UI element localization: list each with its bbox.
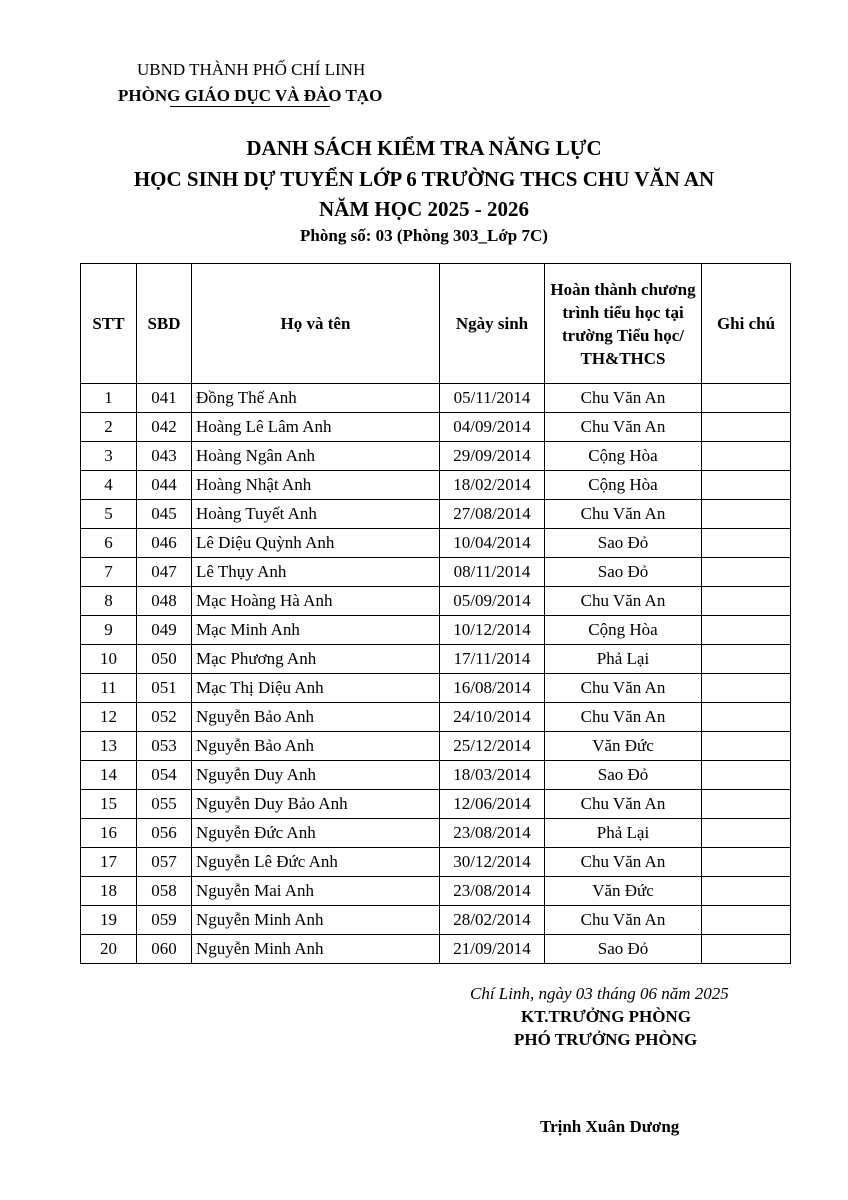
- cell-name: Mạc Thị Diệu Anh: [192, 674, 440, 703]
- cell-sbd: 050: [137, 645, 192, 674]
- cell-school: Văn Đức: [545, 877, 702, 906]
- cell-note: [702, 906, 791, 935]
- cell-sbd: 047: [137, 558, 192, 587]
- table-row: [81, 587, 791, 616]
- header-note: Ghi chú: [702, 264, 791, 384]
- cell-sbd: 049: [137, 616, 192, 645]
- cell-stt: 17: [81, 848, 137, 877]
- header-underline: [170, 106, 330, 107]
- cell-name: Nguyễn Duy Anh: [192, 761, 440, 790]
- header-dob: Ngày sinh: [440, 264, 545, 384]
- cell-sbd: 058: [137, 877, 192, 906]
- signer-title-1: KT.TRƯỞNG PHÒNG: [521, 1007, 691, 1026]
- header-sbd: SBD: [137, 264, 192, 384]
- cell-dob: 18/03/2014: [440, 761, 545, 790]
- table-row: [81, 674, 791, 703]
- cell-school: Chu Văn An: [545, 500, 702, 529]
- cell-note: [702, 645, 791, 674]
- cell-dob: 24/10/2014: [440, 703, 545, 732]
- cell-stt: 5: [81, 500, 137, 529]
- cell-note: [702, 413, 791, 442]
- cell-note: [702, 616, 791, 645]
- cell-dob: 28/02/2014: [440, 906, 545, 935]
- cell-stt: 8: [81, 587, 137, 616]
- table-row: [81, 935, 791, 964]
- cell-note: [702, 935, 791, 964]
- table-row: [81, 790, 791, 819]
- cell-name: Lê Thụy Anh: [192, 558, 440, 587]
- cell-sbd: 054: [137, 761, 192, 790]
- table-row: [81, 703, 791, 732]
- cell-sbd: 060: [137, 935, 192, 964]
- cell-note: [702, 761, 791, 790]
- cell-stt: 9: [81, 616, 137, 645]
- table-header-row: [81, 264, 791, 384]
- cell-sbd: 046: [137, 529, 192, 558]
- cell-school: Sao Đỏ: [545, 558, 702, 587]
- cell-name: Lê Diệu Quỳnh Anh: [192, 529, 440, 558]
- cell-note: [702, 587, 791, 616]
- table-row: [81, 558, 791, 587]
- cell-stt: 19: [81, 906, 137, 935]
- cell-note: [702, 732, 791, 761]
- cell-dob: 30/12/2014: [440, 848, 545, 877]
- cell-name: Hoàng Nhật Anh: [192, 471, 440, 500]
- cell-dob: 21/09/2014: [440, 935, 545, 964]
- cell-dob: 23/08/2014: [440, 877, 545, 906]
- school-year: NĂM HỌC 2025 - 2026: [319, 197, 529, 221]
- table-row: [81, 471, 791, 500]
- document-subtitle: HỌC SINH DỰ TUYỂN LỚP 6 TRƯỜNG THCS CHU VĂN AN: [133, 167, 715, 191]
- cell-sbd: 042: [137, 413, 192, 442]
- cell-name: Nguyễn Bảo Anh: [192, 703, 440, 732]
- cell-school: Phả Lại: [545, 645, 702, 674]
- cell-stt: 10: [81, 645, 137, 674]
- cell-school: Văn Đức: [545, 732, 702, 761]
- cell-stt: 18: [81, 877, 137, 906]
- cell-stt: 14: [81, 761, 137, 790]
- document-title: DANH SÁCH KIỂM TRA NĂNG LỰC: [246, 136, 602, 160]
- cell-sbd: 056: [137, 819, 192, 848]
- cell-note: [702, 848, 791, 877]
- table-row: [81, 906, 791, 935]
- cell-note: [702, 877, 791, 906]
- cell-stt: 7: [81, 558, 137, 587]
- cell-dob: 29/09/2014: [440, 442, 545, 471]
- cell-note: [702, 500, 791, 529]
- cell-name: Nguyễn Minh Anh: [192, 906, 440, 935]
- cell-name: Hoàng Tuyết Anh: [192, 500, 440, 529]
- cell-note: [702, 819, 791, 848]
- cell-note: [702, 442, 791, 471]
- cell-dob: 05/11/2014: [440, 384, 545, 413]
- cell-stt: 3: [81, 442, 137, 471]
- cell-sbd: 045: [137, 500, 192, 529]
- cell-name: Nguyễn Bảo Anh: [192, 732, 440, 761]
- cell-stt: 12: [81, 703, 137, 732]
- cell-dob: 17/11/2014: [440, 645, 545, 674]
- cell-school: Cộng Hòa: [545, 471, 702, 500]
- cell-name: Nguyễn Đức Anh: [192, 819, 440, 848]
- table-row: [81, 529, 791, 558]
- cell-name: Nguyễn Lê Đức Anh: [192, 848, 440, 877]
- cell-dob: 10/12/2014: [440, 616, 545, 645]
- cell-dob: 10/04/2014: [440, 529, 545, 558]
- cell-sbd: 044: [137, 471, 192, 500]
- table-row: [81, 645, 791, 674]
- cell-dob: 08/11/2014: [440, 558, 545, 587]
- cell-stt: 4: [81, 471, 137, 500]
- cell-note: [702, 384, 791, 413]
- cell-stt: 2: [81, 413, 137, 442]
- cell-note: [702, 790, 791, 819]
- cell-stt: 6: [81, 529, 137, 558]
- signing-date: Chí Linh, ngày 03 tháng 06 năm 2025: [470, 984, 729, 1003]
- table-row: [81, 877, 791, 906]
- cell-name: Nguyễn Minh Anh: [192, 935, 440, 964]
- cell-school: Chu Văn An: [545, 413, 702, 442]
- cell-school: Chu Văn An: [545, 790, 702, 819]
- cell-stt: 1: [81, 384, 137, 413]
- cell-school: Sao Đỏ: [545, 529, 702, 558]
- cell-sbd: 053: [137, 732, 192, 761]
- cell-name: Mạc Hoàng Hà Anh: [192, 587, 440, 616]
- header-name: Họ và tên: [192, 264, 440, 384]
- cell-name: Nguyễn Mai Anh: [192, 877, 440, 906]
- cell-dob: 27/08/2014: [440, 500, 545, 529]
- header-stt: STT: [81, 264, 137, 384]
- cell-dob: 18/02/2014: [440, 471, 545, 500]
- table-row: [81, 616, 791, 645]
- cell-sbd: 057: [137, 848, 192, 877]
- table-row: [81, 732, 791, 761]
- cell-name: Đồng Thế Anh: [192, 384, 440, 413]
- cell-sbd: 051: [137, 674, 192, 703]
- signer-name: Trịnh Xuân Dương: [540, 1117, 680, 1136]
- cell-note: [702, 558, 791, 587]
- cell-name: Mạc Minh Anh: [192, 616, 440, 645]
- cell-stt: 20: [81, 935, 137, 964]
- org-name-department: PHÒNG GIÁO DỤC VÀ ĐÀO TẠO: [118, 86, 383, 105]
- cell-school: Cộng Hòa: [545, 442, 702, 471]
- cell-dob: 04/09/2014: [440, 413, 545, 442]
- cell-sbd: 041: [137, 384, 192, 413]
- cell-school: Chu Văn An: [545, 384, 702, 413]
- cell-school: Chu Văn An: [545, 587, 702, 616]
- org-name-city: UBND THÀNH PHỐ CHÍ LINH: [137, 60, 366, 79]
- table-row: [81, 500, 791, 529]
- cell-stt: 16: [81, 819, 137, 848]
- cell-dob: 25/12/2014: [440, 732, 545, 761]
- cell-dob: 12/06/2014: [440, 790, 545, 819]
- cell-school: Sao Đỏ: [545, 761, 702, 790]
- cell-sbd: 052: [137, 703, 192, 732]
- cell-school: Chu Văn An: [545, 674, 702, 703]
- cell-school: Chu Văn An: [545, 703, 702, 732]
- header-school: Hoàn thành chương trình tiểu học tại trường Tiểu học/ TH&THCS: [545, 264, 702, 384]
- cell-school: Phả Lại: [545, 819, 702, 848]
- cell-sbd: 043: [137, 442, 192, 471]
- cell-sbd: 059: [137, 906, 192, 935]
- cell-school: Chu Văn An: [545, 906, 702, 935]
- table-row: [81, 413, 791, 442]
- cell-note: [702, 471, 791, 500]
- cell-stt: 15: [81, 790, 137, 819]
- cell-sbd: 048: [137, 587, 192, 616]
- cell-school: Sao Đỏ: [545, 935, 702, 964]
- cell-name: Hoàng Lê Lâm Anh: [192, 413, 440, 442]
- cell-stt: 13: [81, 732, 137, 761]
- signer-title-2: PHÓ TRƯỞNG PHÒNG: [514, 1030, 698, 1049]
- cell-sbd: 055: [137, 790, 192, 819]
- cell-stt: 11: [81, 674, 137, 703]
- room-label: Phòng số: 03 (Phòng 303_Lớp 7C): [300, 226, 548, 245]
- cell-name: Hoàng Ngân Anh: [192, 442, 440, 471]
- table-row: [81, 442, 791, 471]
- cell-dob: 23/08/2014: [440, 819, 545, 848]
- table-body: [81, 384, 791, 964]
- cell-dob: 16/08/2014: [440, 674, 545, 703]
- cell-name: Mạc Phương Anh: [192, 645, 440, 674]
- cell-note: [702, 529, 791, 558]
- table-row: [81, 819, 791, 848]
- table-row: [81, 848, 791, 877]
- student-roster-table: [80, 263, 791, 964]
- cell-dob: 05/09/2014: [440, 587, 545, 616]
- cell-note: [702, 674, 791, 703]
- cell-school: Chu Văn An: [545, 848, 702, 877]
- cell-name: Nguyễn Duy Bảo Anh: [192, 790, 440, 819]
- table-row: [81, 761, 791, 790]
- cell-note: [702, 703, 791, 732]
- cell-school: Cộng Hòa: [545, 616, 702, 645]
- table-row: [81, 384, 791, 413]
